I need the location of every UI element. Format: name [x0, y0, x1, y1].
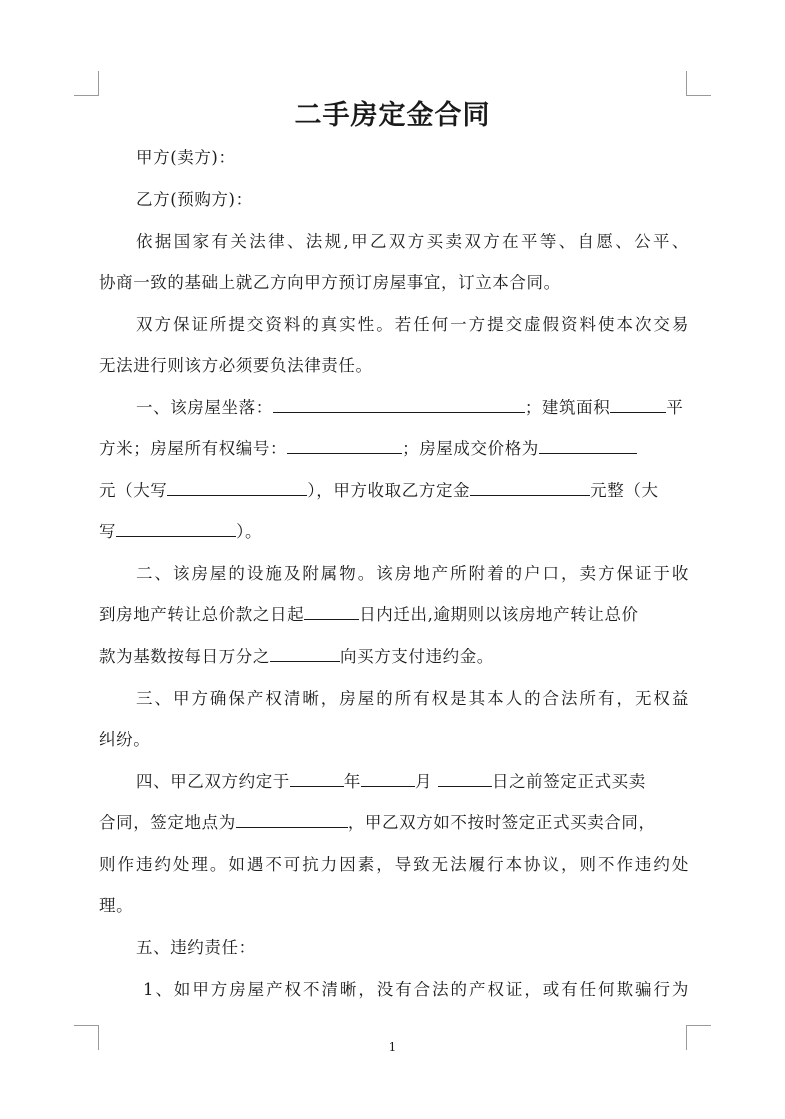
clause4-breach-text: ，甲乙双方如不按时签定正式买卖合同， [347, 813, 656, 832]
clause1-deposit-label: ），甲方收取乙方定金 [307, 481, 471, 500]
clause2-penalty-label: 日内迁出,逾期则以该房地产转让总价 [359, 605, 639, 624]
clause3-line-2: 纠纷。 [99, 730, 151, 749]
clause1-line-2 [99, 435, 689, 463]
clause1-cert-label: 方米；房屋所有权编号： [99, 439, 288, 458]
clause2-line-2 [99, 601, 689, 629]
area-blank [610, 395, 666, 413]
clause2-rate-label: 款为基数按每日万分之 [99, 647, 270, 666]
clause4-line-3: 则作违约处理。如遇不可抗力因素，导致无法履行本协议，则不作违约处 [99, 855, 689, 874]
clause2-line-3 [99, 643, 689, 671]
clause1-price-label: ；房屋成交价格为 [402, 439, 539, 458]
price-blank [539, 436, 637, 454]
intro-line-1: 依据国家有关法律、法规,甲乙双方买卖双方在平等、自愿、公平、 [136, 232, 689, 251]
clause1-line-4 [99, 518, 689, 546]
clause1-location-label: 一、该房屋坐落： [136, 398, 273, 417]
intro-line-2: 协商一致的基础上就乙方向甲方预订房屋事宜，订立本合同。 [99, 273, 561, 292]
page-number: 1 [388, 1040, 397, 1054]
clause1-area-unit-a: 平 [666, 398, 684, 417]
clause4-year-label: 年 [343, 772, 362, 791]
cert-number-blank [287, 436, 402, 454]
clause4-place-label: 合同，签定地点为 [99, 813, 236, 832]
warranty-line-1: 双方保证所提交资料的真实性。若任何一方提交虚假资料使本次交易 [136, 315, 689, 334]
move-out-days-blank [304, 602, 359, 620]
month-blank [361, 769, 415, 787]
clause4-line-4: 理。 [99, 896, 134, 915]
clause4-line-2 [99, 809, 689, 837]
signing-place-blank [236, 810, 348, 828]
crop-mark-top-left [74, 71, 99, 96]
clause2-end: 向买方支付违约金。 [340, 647, 494, 666]
clause1-area-label: ；建筑面积 [524, 398, 611, 417]
deposit-words-blank [116, 519, 236, 537]
clause1-end: ）。 [236, 522, 263, 541]
clause1-write-label: 写 [99, 522, 117, 541]
location-blank [273, 395, 525, 413]
clause2-days-label: 到房地产转让总价款之日起 [99, 605, 305, 624]
warranty-line-2: 无法进行则该方必须要负法律责任。 [99, 356, 373, 375]
party-a-line: 甲方(卖方)： [136, 148, 236, 167]
party-b-line: 乙方(预购方)： [136, 190, 253, 209]
clause1-deposit-words-label: 元整（大 [590, 481, 659, 500]
clause4-month-label: 月 [415, 772, 433, 791]
price-words-blank [167, 478, 307, 496]
clause1-line-3 [99, 477, 689, 505]
clause1-line-1 [136, 394, 689, 422]
clause5-item-1: 1、如甲方房屋产权不清晰，没有合法的产权证，或有任何欺骗行为 [143, 980, 689, 999]
penalty-rate-blank [270, 644, 340, 662]
clause4-date-label: 四、甲乙双方约定于 [136, 772, 290, 791]
crop-mark-top-right [686, 71, 711, 96]
year-blank [290, 769, 344, 787]
deposit-blank [470, 478, 590, 496]
clause2-line-1: 二、该房屋的设施及附属物。该房地产所附着的户口，卖方保证于收 [136, 564, 689, 583]
clause1-price-words-label: 元（大写 [99, 481, 168, 500]
clause4-day-label: 日之前签定正式买卖 [491, 772, 646, 791]
document-title: 二手房定金合同 [294, 100, 491, 131]
clause3-line-1: 三、甲方确保产权清晰，房屋的所有权是其本人的合法所有，无权益 [136, 689, 689, 708]
clause5-heading: 五、违约责任： [136, 938, 256, 957]
clause4-line-1 [136, 768, 689, 796]
day-blank [438, 769, 492, 787]
